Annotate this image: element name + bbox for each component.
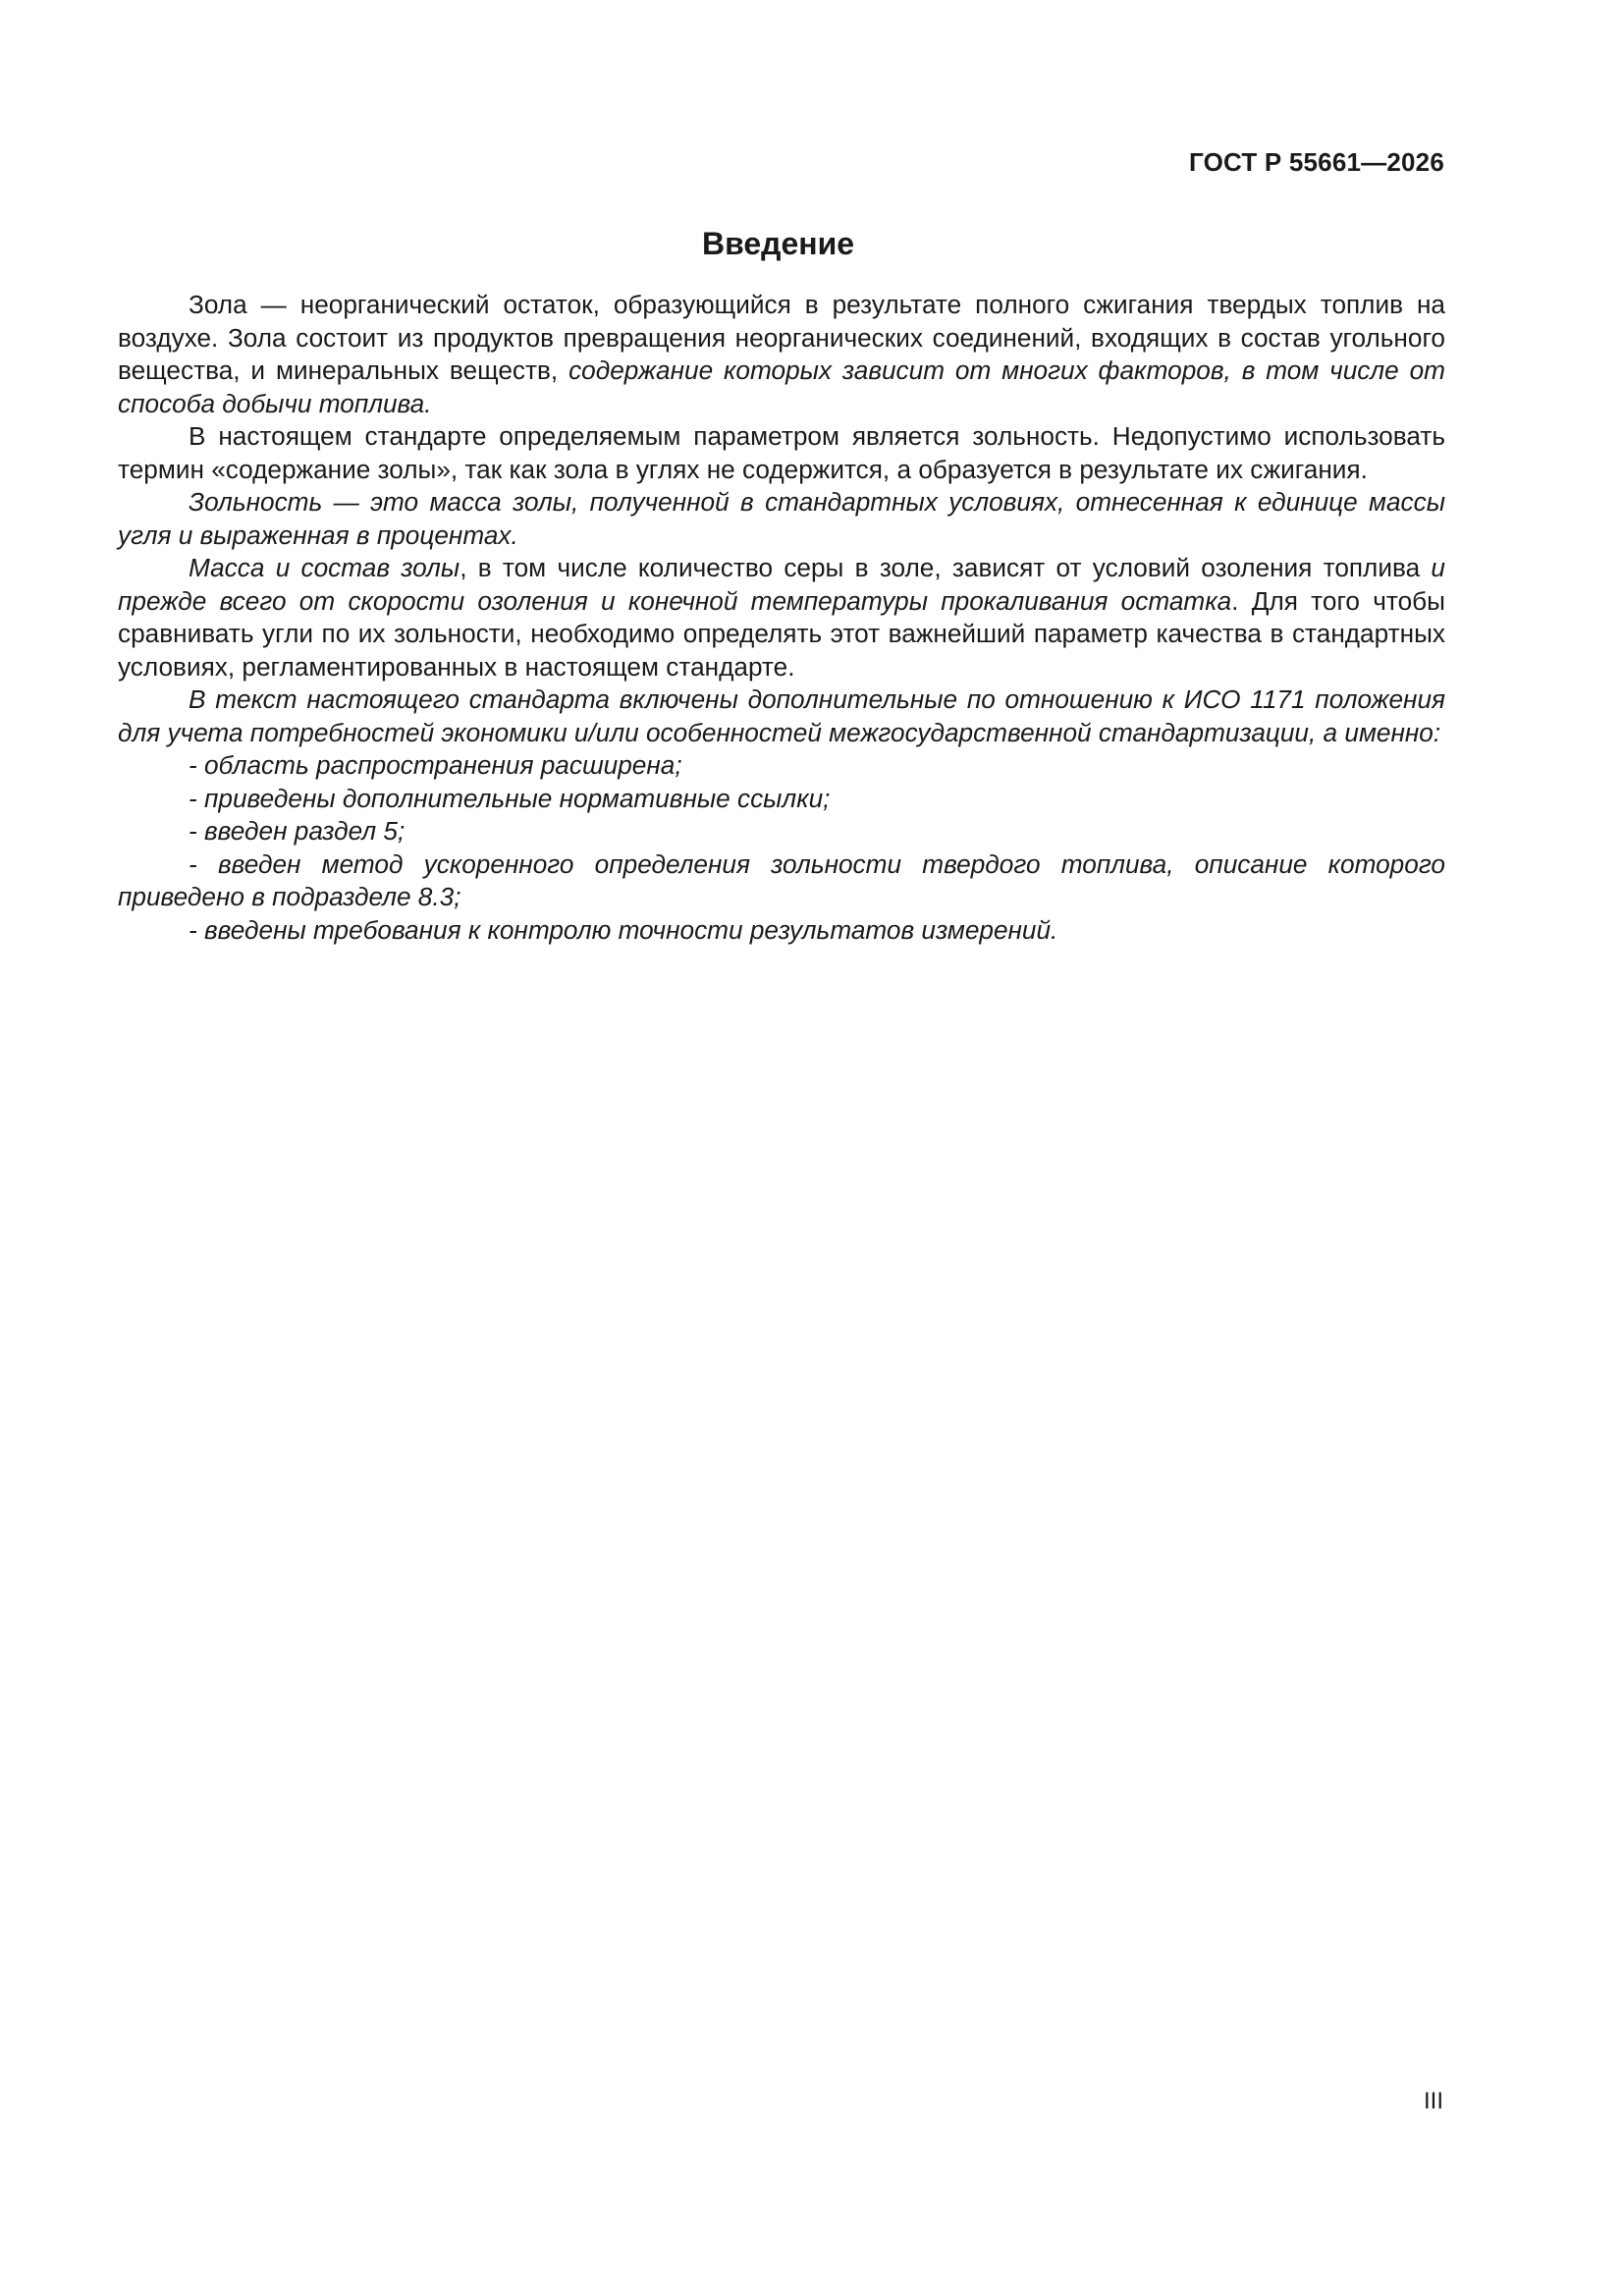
paragraph-text-italic: В текст настоящего стандарта включены дополнительные по отношению к ИСО 1171 положения для учета потребностей экономики и/или особенностей межгосударственной стандартизации, а именно: [118, 684, 1445, 747]
list-item: - введен метод ускоренного определения зольности твердого топлива, описание которого приведено в подразделе 8.3; [118, 848, 1445, 911]
paragraph-ash-definition [118, 289, 1445, 420]
paragraph-text: , в том числе количество серы в золе, зависят от условий озоления топлива [460, 553, 1432, 582]
paragraph-ash-mass-composition [118, 552, 1445, 683]
document-code: ГОСТ Р 55661—2026 [1189, 147, 1444, 177]
paragraph-text-italic: содержание которых зависит от многих факторов, в том числе от способа добычи топлива. [118, 355, 1445, 418]
body-text [118, 289, 1445, 947]
paragraph-text-italic: и прежде всего от скорости озоления и конечной температуры прокаливания остатка [118, 553, 1445, 616]
paragraph-text: . Для того чтобы сравнивать угли по их зольности, необходимо определять этот важнейший параметр качества в стандартных условиях, регламентированных в настоящем стандарте. [118, 585, 1445, 682]
list-item: - введен раздел 5; [189, 816, 406, 846]
paragraph-text: Зола — неорганический остаток, образующийся в результате полного сжигания твердых топлив на воздухе. Зола состоит из продуктов превращения неорганических соединений, входящих в состав угольного вещества, и минеральных веществ, [118, 290, 1445, 385]
paragraph-text-italic: Зольность — это масса золы, полученной в стандартных условиях, отнесенная к единице массы угля и выраженная в процентах. [118, 487, 1445, 550]
additions-list [118, 749, 1445, 947]
page-number: III [1423, 2088, 1443, 2114]
paragraph-ash-content-term [118, 420, 1445, 486]
paragraph-text-italic: Масса и состав золы [189, 553, 460, 582]
list-item: - приведены дополнительные нормативные ссылки; [189, 783, 831, 813]
list-item: - введены требования к контролю точности результатов измерений. [189, 914, 1058, 945]
paragraph-iso-additions [118, 683, 1445, 749]
section-title: Введение [701, 226, 855, 261]
paragraph-text: В настоящем стандарте определяемым параметром является зольность. Недопустимо использовать термин «содержание золы», так как зола в углях не содержится, а образуется в результате их сжигания. [118, 421, 1445, 484]
list-item: - область распространения расширена; [189, 750, 682, 780]
paragraph-ash-content-definition [118, 486, 1445, 552]
